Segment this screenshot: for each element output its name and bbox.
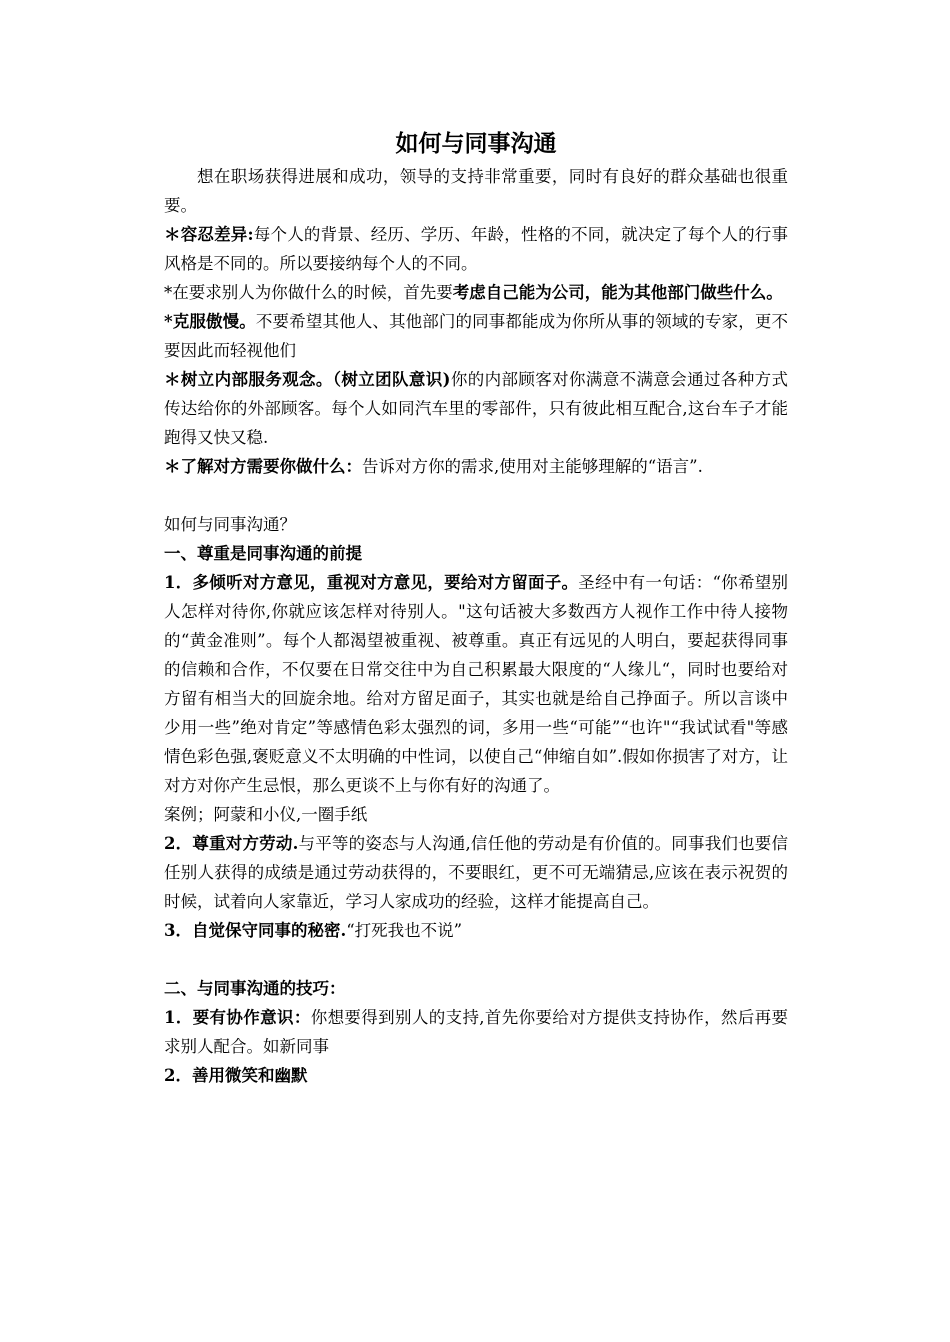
intro-paragraph: 想在职场获得进展和成功，领导的支持非常重要，同时有良好的群众基础也很重要。 — [164, 167, 788, 215]
section-1-heading: 一、尊重是同事沟通的前提 — [164, 544, 362, 563]
paragraph-understand-needs — [164, 452, 788, 481]
item-lead: 2．尊重对方劳动. — [164, 834, 299, 853]
paragraph-contribute-first — [164, 278, 788, 307]
section-2-item-1 — [164, 1003, 788, 1061]
paragraph-text: *在要求别人为你做什么的时候，首先要 — [164, 283, 453, 302]
paragraph-text: 不要希望其他人、其他部门的同事都能成为你所从事的领域的专家，更不要因此而轻视他们 — [164, 312, 788, 360]
paragraph-internal-service — [164, 365, 788, 452]
blank-line — [164, 481, 788, 510]
item-lead: 2．善用微笑和幽默 — [164, 1066, 308, 1085]
section-2-item-2 — [164, 1061, 788, 1090]
paragraph-tolerate-differences — [164, 220, 788, 278]
item-text: 圣经中有一句话：“你希望别人怎样对待你,你就应该怎样对待别人。"这句话被大多数西方人视作工作中待人接物的“黄金准则”。每个人都渴望被重视、被尊重。真正有远见的人明白，要起获得同事的信赖和合作，不仅要在日常交往中为自己积累最大限度的“人缘儿“，同时也要给对方留有相当大的回旋余地。给对方留足面子，其实也就是给自己挣面子。所以言谈中少用一些”绝对肯定”等感情色彩太强烈的词，多用一些“可能”“也许"“我试试看"等感情色彩色强,褒贬意义不太明确的中性词，以使自己“伸缩自如”.假如你损害了对方，让对方对你产生忌恨，那么更谈不上与你有好的沟通了。 — [164, 573, 789, 795]
section-1-item-2 — [164, 829, 788, 916]
item-lead: 1．多倾听对方意见，重视对方意见，要给对方留面子。 — [164, 573, 579, 592]
item-lead: 3．自觉保守同事的秘密. — [164, 921, 347, 940]
section-2-heading: 二、与同事沟通的技巧： — [164, 979, 346, 998]
paragraph-text: 你的内部顾客对你满意不满意会通过各种方式传达给你的外部顾客。每个人如同汽车里的零部件，只有彼此相互配合,这台车子才能跑得又快又稳. — [164, 370, 789, 447]
item-lead: 1．要有协作意识： — [164, 1008, 311, 1027]
question-heading: 如何与同事沟通？ — [164, 515, 296, 534]
document-page — [164, 126, 788, 1090]
paragraph-lead: *克服傲慢。 — [164, 312, 256, 331]
paragraph-overcome-arrogance — [164, 307, 788, 365]
paragraph-lead: ＊树立内部服务观念。（树立团队意识) — [164, 370, 451, 389]
blank-line — [164, 945, 788, 974]
paragraph-text: 告诉对方你的需求,使用对主能够理解的“语言”. — [362, 457, 703, 476]
paragraph-lead: ＊了解对方需要你做什么： — [164, 457, 362, 476]
section-1-item-3 — [164, 916, 788, 945]
item-text: “打死我也不说” — [346, 921, 463, 940]
paragraph-lead: ＊容忍差异: — [164, 225, 254, 244]
paragraph-emphasis: 考虑自己能为公司，能为其他部门做些什么。 — [452, 283, 783, 302]
paragraph-text: 每个人的背景、经历、学历、年龄，性格的不同，就决定了每个人的行事风格是不同的。所以要接纳每个人的不同。 — [164, 225, 788, 273]
item-text: 你想要得到别人的支持,首先你要给对方提供支持协作，然后再要求别人配合。如新同事 — [164, 1008, 789, 1056]
section-1-item-1 — [164, 568, 788, 800]
item-text: 与平等的姿态与人沟通,信任他的劳动是有价值的。同事我们也要信任别人获得的成绩是通过劳动获得的，不要眼红，更不可无端猜忌,应该在表示祝贺的时候，试着向人家靠近，学习人家成功的经验，这样才能提高自己。 — [164, 834, 788, 911]
document-title: 如何与同事沟通 — [395, 130, 557, 157]
case-line: 案例；阿蒙和小仪,一圈手纸 — [164, 805, 368, 824]
